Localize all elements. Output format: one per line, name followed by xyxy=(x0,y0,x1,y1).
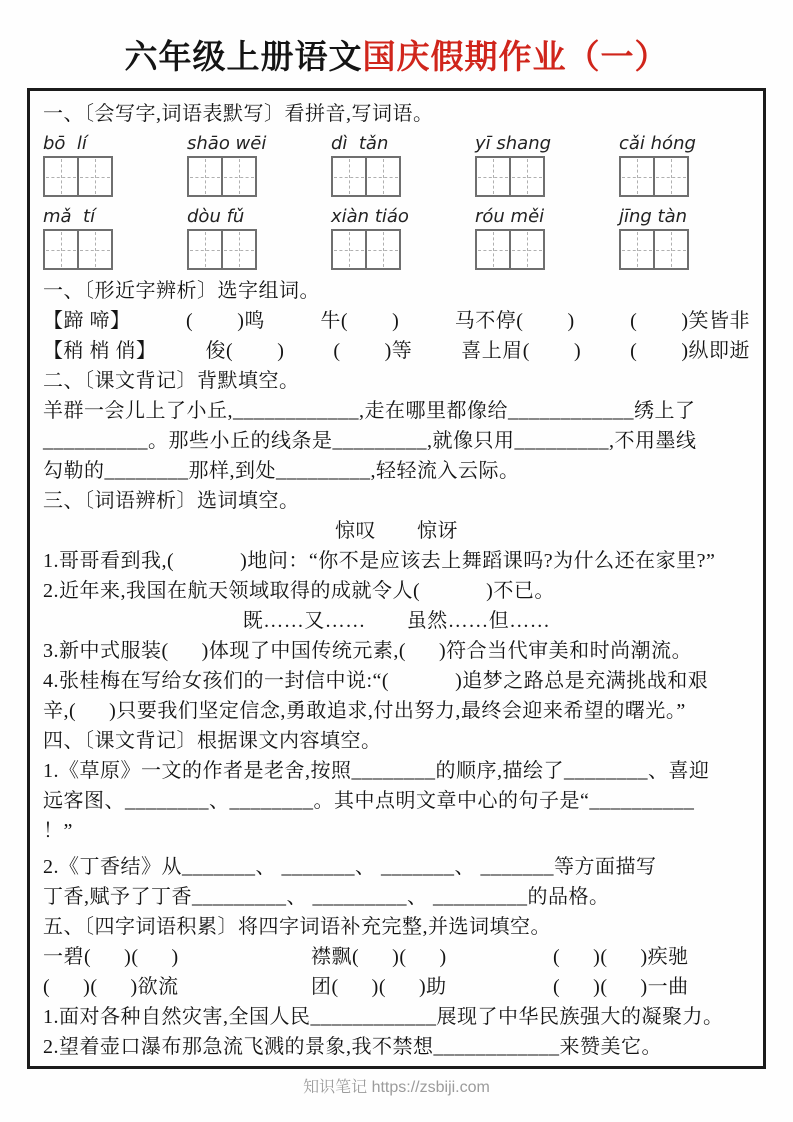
char-choice-group: 【蹄 啼】 xyxy=(43,310,131,332)
dashed-hline xyxy=(368,177,398,178)
section4-question-4-part1: 4.张桂梅在写给女孩们的一封信中说:“( )追梦之路总是充满挑战和艰 xyxy=(43,670,709,692)
dashed-hline xyxy=(80,177,110,178)
title-holiday-part: 国庆假期作业（一） xyxy=(362,40,669,76)
writing-box xyxy=(43,229,113,270)
dashed-hline xyxy=(224,177,254,178)
writing-cell xyxy=(621,158,653,195)
section6-idiom-row-2 xyxy=(43,972,750,1002)
writing-cell xyxy=(45,158,77,195)
writing-box xyxy=(43,156,113,197)
section3-heading: 二、〔课文背记〕背默填空。 xyxy=(43,370,300,392)
pinyin-label: cǎi hóng xyxy=(619,133,696,154)
fill-blank-word: 马不停( ) xyxy=(454,310,575,332)
section5-text-line: 远客图、________、________。其中点明文章中心的句子是“__________ xyxy=(43,790,695,812)
section4-question-2: 2.近年来,我国在航天领域取得的成就令人( )不已。 xyxy=(43,580,555,602)
pinyin-row-2 xyxy=(43,206,695,270)
writing-cell xyxy=(509,158,543,195)
section4-question-4-part2: 辛,( )只要我们坚定信念,勇敢追求,付出努力,最终会迎来希望的曙光。” xyxy=(43,700,686,722)
pinyin-group-cai-hong xyxy=(619,133,695,197)
pinyin-group-jing-tan xyxy=(619,206,695,270)
fill-blank-word: ( )纵即逝 xyxy=(630,340,750,362)
dashed-hline xyxy=(334,177,364,178)
writing-cell xyxy=(77,158,111,195)
pinyin-label: shāo wēi xyxy=(187,133,267,154)
writing-cell xyxy=(509,231,543,268)
writing-cell xyxy=(477,231,509,268)
dashed-hline xyxy=(190,177,220,178)
dashed-hline xyxy=(656,250,686,251)
word-options-2: 既……又…… 虽然……但…… xyxy=(242,610,551,632)
section6-question-2: 2.望着壶口瀑布那急流飞溅的景象,我不禁想____________来赞美它。 xyxy=(43,1036,662,1058)
section3-text-line: __________。那些小丘的线条是_________,就像只用_________,不用墨线 xyxy=(43,430,697,452)
dashed-hline xyxy=(656,177,686,178)
section5-text-line: 2.《丁香结》从_______、 _______、 _______、 _______等方面描写 xyxy=(43,856,657,878)
writing-box xyxy=(187,156,257,197)
fill-blank-word: ( )鸣 xyxy=(186,310,265,332)
dashed-hline xyxy=(512,177,542,178)
writing-cell xyxy=(189,231,221,268)
writing-cell xyxy=(189,158,221,195)
idiom-blank: ( )( )欲流 xyxy=(43,976,179,998)
writing-box xyxy=(331,229,401,270)
pinyin-label: dòu fǔ xyxy=(187,206,245,227)
pinyin-label: dì tǎn xyxy=(331,133,389,154)
section1-heading: 一、〔会写字,词语表默写〕看拼音,写词语。 xyxy=(43,103,434,125)
pinyin-group-ma-ti xyxy=(43,206,119,270)
dashed-hline xyxy=(334,250,364,251)
fill-blank-word: 牛( ) xyxy=(320,310,400,332)
writing-box xyxy=(619,229,689,270)
fill-blank-word: 喜上眉( ) xyxy=(461,340,582,362)
writing-cell xyxy=(365,158,399,195)
writing-box xyxy=(475,156,545,197)
writing-cell xyxy=(653,158,687,195)
dashed-hline xyxy=(190,250,220,251)
writing-cell xyxy=(333,231,365,268)
worksheet-frame xyxy=(27,88,766,1069)
section2-row-1 xyxy=(43,306,750,336)
section5-heading: 四、〔课文背记〕根据课文内容填空。 xyxy=(43,730,382,752)
pinyin-group-rou-mei xyxy=(475,206,551,270)
dashed-hline xyxy=(478,177,508,178)
fill-blank-word: ( )笑皆非 xyxy=(630,310,750,332)
dashed-hline xyxy=(512,250,542,251)
pinyin-label: jīng tàn xyxy=(619,206,688,227)
fill-blank-word: ( )等 xyxy=(333,340,413,362)
pinyin-label: yī shang xyxy=(475,133,552,154)
writing-cell xyxy=(221,231,255,268)
section5-text-line: 丁香,赋予了丁香_________、 _________、 _________的品格。 xyxy=(43,886,610,908)
pinyin-group-bo-li xyxy=(43,133,119,197)
idiom-blank: ( )( )疾驰 xyxy=(553,946,689,968)
section5-text-line: 1.《草原》一文的作者是老舍,按照________的顺序,描绘了________、喜迎 xyxy=(43,760,710,782)
writing-cell xyxy=(621,231,653,268)
dashed-hline xyxy=(622,177,652,178)
section6-question-1: 1.面对各种自然灾害,全国人民____________展现了中华民族强大的凝聚力。 xyxy=(43,1006,724,1028)
dashed-hline xyxy=(368,250,398,251)
writing-cell xyxy=(77,231,111,268)
writing-box xyxy=(619,156,689,197)
writing-cell xyxy=(333,158,365,195)
section6-idiom-row-1 xyxy=(43,942,750,972)
writing-box xyxy=(475,229,545,270)
idiom-blank: 团( )( )助 xyxy=(311,976,447,998)
dashed-hline xyxy=(622,250,652,251)
pinyin-group-dou-fu xyxy=(187,206,263,270)
writing-box xyxy=(187,229,257,270)
section2-heading: 一、〔形近字辨析〕选字组词。 xyxy=(43,280,320,302)
pinyin-group-shao-wei xyxy=(187,133,267,197)
writing-cell xyxy=(221,158,255,195)
dashed-hline xyxy=(478,250,508,251)
footer-watermark: 知识笔记 https://zsbiji.com xyxy=(303,1079,490,1096)
pinyin-label: xiàn tiáo xyxy=(331,206,409,227)
section3-text-line: 羊群一会儿上了小丘,____________,走在哪里都像给____________绣上了 xyxy=(43,400,696,422)
dashed-hline xyxy=(46,250,76,251)
section2-row-2 xyxy=(43,336,750,366)
writing-cell xyxy=(477,158,509,195)
page-title xyxy=(0,0,793,82)
title-course-part: 六年级上册语文 xyxy=(124,40,363,76)
pinyin-group-xian-tiao xyxy=(331,206,407,270)
pinyin-label: bō lí xyxy=(43,133,87,154)
dashed-hline xyxy=(46,177,76,178)
fill-blank-word: 俊( ) xyxy=(205,340,285,362)
idiom-blank: 一碧( )( ) xyxy=(43,946,179,968)
writing-cell xyxy=(45,231,77,268)
dashed-hline xyxy=(224,250,254,251)
section3-text-line: 勾勒的________那样,到处_________,轻轻流入云际。 xyxy=(43,460,520,482)
pinyin-group-di-tan xyxy=(331,133,407,197)
pinyin-label: róu měi xyxy=(475,206,545,227)
idiom-blank: ( )( )一曲 xyxy=(553,976,689,998)
char-choice-group: 【稍 梢 俏】 xyxy=(43,340,157,362)
writing-cell xyxy=(653,231,687,268)
section4-heading: 三、〔词语辨析〕选词填空。 xyxy=(43,490,300,512)
section5-text-line: ！” xyxy=(43,820,73,842)
pinyin-group-yi-shang xyxy=(475,133,551,197)
writing-box xyxy=(331,156,401,197)
section4-question-3: 3.新中式服装( )体现了中国传统元素,( )符合当代审美和时尚潮流。 xyxy=(43,640,693,662)
section6-heading: 五、〔四字词语积累〕将四字词语补充完整,并选词填空。 xyxy=(43,916,551,938)
word-options-1: 惊叹 惊讶 xyxy=(335,520,458,542)
section4-question-1: 1.哥哥看到我,( )地问：“你不是应该去上舞蹈课吗?为什么还在家里?” xyxy=(43,550,716,572)
writing-cell xyxy=(365,231,399,268)
dashed-hline xyxy=(80,250,110,251)
pinyin-row-1 xyxy=(43,133,695,197)
idiom-blank: 襟飘( )( ) xyxy=(311,946,447,968)
pinyin-label: mǎ tí xyxy=(43,206,96,227)
